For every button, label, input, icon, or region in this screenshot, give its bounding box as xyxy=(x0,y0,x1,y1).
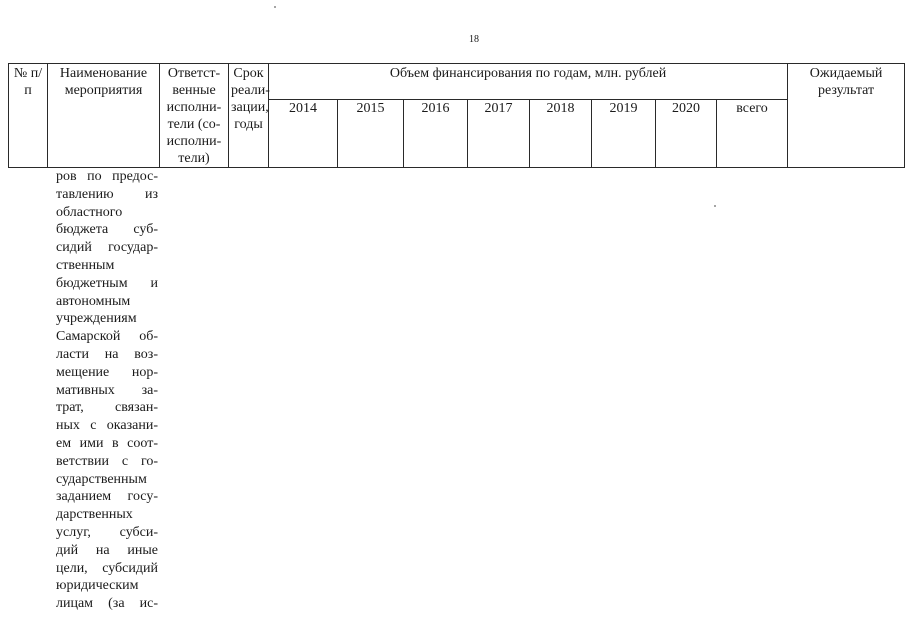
text-line: ветствии с го- xyxy=(56,453,158,469)
header-year-2020: 2020 xyxy=(656,100,717,168)
header-name: Наименование мероприятия xyxy=(48,64,160,168)
header-year-2015: 2015 xyxy=(338,100,404,168)
header-year-total: всего xyxy=(717,100,788,168)
scan-speck xyxy=(274,6,276,8)
text-line: ров по предос- xyxy=(56,169,158,184)
text-line: заданием госу- xyxy=(56,489,158,505)
header-year-2019: 2019 xyxy=(592,100,656,168)
text-line: ных с оказани- xyxy=(56,418,158,434)
text-line: Самарской об- xyxy=(56,329,158,345)
header-result: Ожидаемый результат xyxy=(788,64,905,168)
header-table xyxy=(8,63,905,168)
scan-speck xyxy=(714,205,716,207)
text-line: ем ими в соот- xyxy=(56,435,158,451)
text-line: тавлению из xyxy=(56,186,158,202)
text-line: мещение нор- xyxy=(56,364,158,380)
text-line: ласти на воз- xyxy=(56,346,158,362)
text-line: автономным xyxy=(56,293,131,309)
header-year-2017: 2017 xyxy=(468,100,530,168)
header-year-2016: 2016 xyxy=(404,100,468,168)
text-line: услуг, субси- xyxy=(56,524,158,540)
measure-name-continuation xyxy=(56,168,158,613)
header-year-2018: 2018 xyxy=(530,100,592,168)
text-line: сидий государ- xyxy=(56,240,158,256)
text-line: мативных за- xyxy=(56,382,158,398)
text-line: трат, связан- xyxy=(56,400,158,416)
header-year-2014: 2014 xyxy=(269,100,338,168)
text-line: областного xyxy=(56,204,123,220)
header-funding: Объем финансирования по годам, млн. рублей xyxy=(269,64,788,100)
page-number: 18 xyxy=(469,34,479,45)
header-number: № п/п xyxy=(9,64,48,168)
text-line: бюджета суб- xyxy=(56,222,158,238)
header-term: Срок реали-зации, годы xyxy=(229,64,269,168)
text-line: ственным xyxy=(56,257,115,273)
text-line: юридическим xyxy=(56,578,139,594)
text-line: бюджетным и xyxy=(56,275,158,291)
text-line: лицам (за ис- xyxy=(56,596,158,612)
text-line: дарственных xyxy=(56,507,133,523)
text-line: сударственным xyxy=(56,471,147,487)
text-line: учреждениям xyxy=(56,311,137,327)
header-responsible: Ответст-венные исполни-тели (со-исполни-тели) xyxy=(160,64,229,168)
text-line: цели, субсидий xyxy=(56,560,158,576)
text-line: дий на иные xyxy=(56,542,158,558)
